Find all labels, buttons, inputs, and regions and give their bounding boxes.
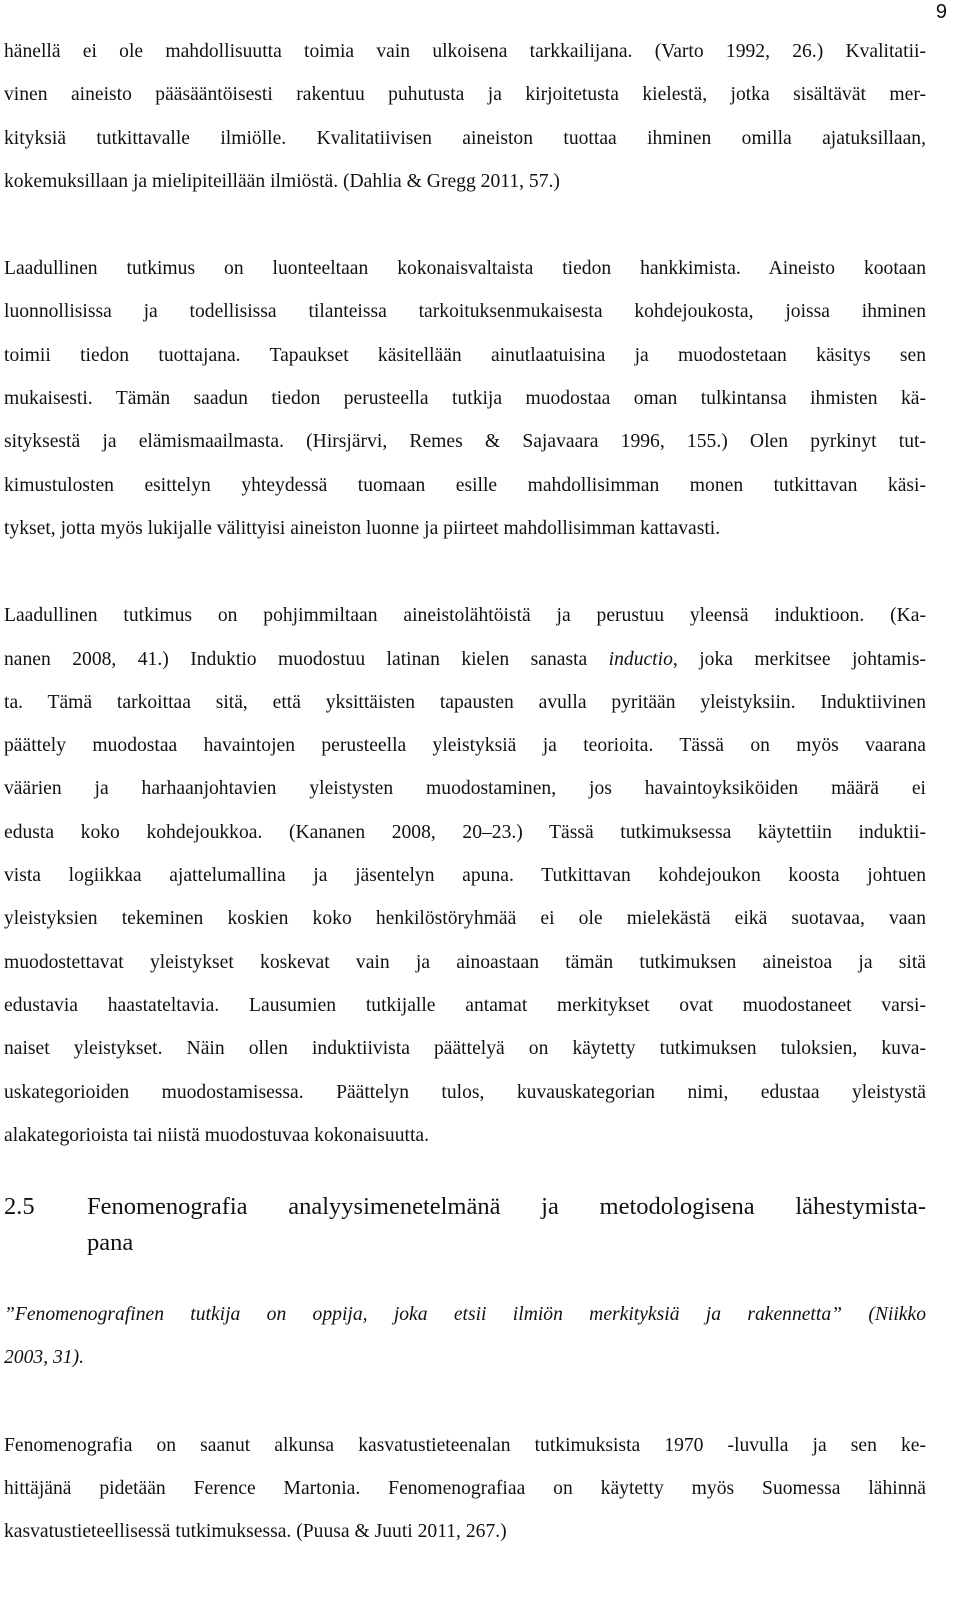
text-line: vista logiikkaa ajattelumallina ja jäsentelyn apuna. Tutkittavan kohdejoukon koosta johtuen xyxy=(4,865,926,887)
text-fragment: , joka merkitsee johtamis- xyxy=(672,648,926,670)
italic-term: inductio xyxy=(608,648,673,670)
text-line: edusta koko kohdejoukkoa. (Kananen 2008, 20–23.) Tässä tutkimuksessa käytettiin induktii- xyxy=(4,821,926,843)
section-heading xyxy=(4,1189,926,1261)
text-line: naiset yleistykset. Näin ollen induktiivista päättelyä on käytetty tutkimuksen tuloksien, kuva- xyxy=(4,1038,926,1060)
text-line: alakategorioista tai niistä muodostuvaa kokonaisuutta. xyxy=(4,1124,429,1146)
section-title-line: Fenomenografia analyysimenetelmänä ja metodologisena lähestymista- xyxy=(87,1193,926,1221)
text-line: edustavia haastateltavia. Lausumien tutkijalle antamat merkitykset ovat muodostaneet varsi- xyxy=(4,994,926,1016)
text-line: Laadullinen tutkimus on pohjimmiltaan aineistolähtöistä ja perustuu yleensä induktioon. (Ka- xyxy=(4,605,926,627)
paragraph-2 xyxy=(4,247,926,550)
text-line: kokemuksillaan ja mielipiteillään ilmiöstä. (Dahlia & Gregg 2011, 57.) xyxy=(4,170,560,192)
text-line: vinen aineisto pääsääntöisesti rakentuu puhutusta ja kirjoitetusta kielestä, jotka sisältävät mer- xyxy=(4,84,926,106)
quote-line xyxy=(4,1336,926,1379)
text-line: Laadullinen tutkimus on luonteeltaan kokonaisvaltaista tiedon hankkimista. Aineisto kootaan xyxy=(4,258,926,280)
text-line: väärien ja harhaanjohtavien yleistysten muodostaminen, jos havaintoyksiköiden määrä ei xyxy=(4,778,926,800)
paragraph-spacer xyxy=(4,1380,926,1424)
quote-text: ”Fenomenografinen tutkija on oppija, joka etsii ilmiön merkityksiä ja rakennetta” (Niikko xyxy=(4,1304,926,1326)
page-number: 9 xyxy=(935,1,947,23)
paragraph-4 xyxy=(4,1424,926,1554)
text-line: päättely muodostaa havaintojen perusteella yleistyksiä ja teorioita. Tässä on myös vaarana xyxy=(4,735,926,757)
quote-text: 2003, 31). xyxy=(4,1347,85,1369)
text-line: toimii tiedon tuottajana. Tapaukset käsitellään ainutlaatuisina ja muodostetaan käsitys sen xyxy=(4,344,926,366)
text-line: sityksestä ja elämismaailmasta. (Hirsjärvi, Remes & Sajavaara 1996, 155.) Olen pyrkinyt tut- xyxy=(4,431,926,453)
text-line: muodostettavat yleistykset koskevat vain ja ainoastaan tämän tutkimuksen aineistoa ja sitä xyxy=(4,951,926,973)
text-line: mukaisesti. Tämän saadun tiedon perusteella tutkija muodostaa oman tulkintansa ihmisten kä- xyxy=(4,388,926,410)
text-line: Fenomenografia on saanut alkunsa kasvatustieteenalan tutkimuksista 1970 -luvulla ja sen ke- xyxy=(4,1434,926,1456)
text-line: tykset, jotta myös lukijalle välittyisi aineiston luonne ja piirteet mahdollisimman kattavasti. xyxy=(4,517,721,539)
text-fragment: nanen 2008, 41.) Induktio muodostuu latinan kielen sanasta xyxy=(4,648,609,670)
text-line: kasvatustieteellisessä tutkimuksessa. (Puusa & Juuti 2011, 267.) xyxy=(4,1521,507,1543)
section-title-line: pana xyxy=(87,1229,134,1257)
text-line: luonnollisissa ja todellisissa tilanteissa tarkoituksenmukaisesta kohdejoukosta, joissa ihminen xyxy=(4,301,926,323)
section-number: 2.5 xyxy=(4,1193,35,1221)
section-spacer xyxy=(4,1157,926,1189)
paragraph-spacer xyxy=(4,203,926,247)
section-spacer xyxy=(4,1261,926,1293)
paragraph-spacer xyxy=(4,550,926,594)
text-line: ta. Tämä tarkoittaa sitä, että yksittäisten tapausten avulla pyritään yleistyksiin. Induktiivinen xyxy=(4,691,926,713)
paragraph-3 xyxy=(4,594,926,1157)
text-line: kityksiä tutkittavalle ilmiölle. Kvalitatiivisen aineiston tuottaa ihminen omilla ajatuksillaan, xyxy=(4,127,926,149)
text-line: hänellä ei ole mahdollisuutta toimia vain ulkoisena tarkkailijana. (Varto 1992, 26.) Kvalitatii- xyxy=(4,41,926,62)
quote-line xyxy=(4,1293,926,1336)
paragraph-1 xyxy=(4,30,926,203)
text-line: kimustulosten esittelyn yhteydessä tuomaan esille mahdollisimman monen tutkittavan käsi- xyxy=(4,474,926,496)
text-line: yleistyksien tekeminen koskien koko henkilöstöryhmää ei ole mielekästä eikä suotavaa, vaan xyxy=(4,908,926,930)
text-line: uskategorioiden muodostamisessa. Päättelyn tulos, kuvauskategorian nimi, edustaa yleistystä xyxy=(4,1081,926,1103)
quote xyxy=(4,1293,926,1380)
text-line xyxy=(4,638,926,681)
document-body xyxy=(4,30,926,1554)
text-line: hittäjänä pidetään Ference Martonia. Fenomenografiaa on käytetty myös Suomessa lähinnä xyxy=(4,1478,926,1500)
